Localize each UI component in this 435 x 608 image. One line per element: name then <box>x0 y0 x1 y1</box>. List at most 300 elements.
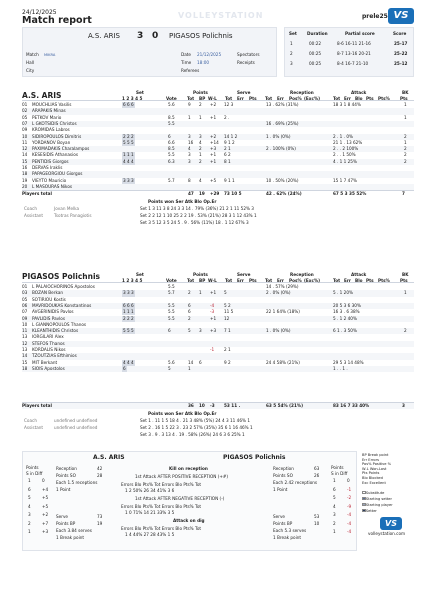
player-number: 10 <box>22 321 28 327</box>
set-row-score: 25-12 <box>394 61 408 66</box>
player-vote: 5.5 <box>168 302 175 308</box>
col-serve: Serve <box>237 272 251 277</box>
player-won-lost: -3 <box>210 309 215 315</box>
player-won-lost: +1 <box>210 158 217 164</box>
team2-total-wl: -3 <box>210 403 215 408</box>
player-points-total: 16 <box>188 139 194 145</box>
player-number: 19 <box>22 177 28 183</box>
player-number: 05 <box>22 296 28 302</box>
player-number: 20 <box>22 183 28 189</box>
col-rec-err: Err <box>277 278 284 283</box>
player-name: VIEYTO Mauricio <box>32 177 67 183</box>
col-tot: Tot <box>187 278 195 283</box>
player-set-markers: 5 5 5 <box>123 139 134 145</box>
rotation-position: 1 <box>333 478 336 483</box>
player-attack: 6 1 . 3 50% <box>333 328 357 334</box>
player-vote: 6 <box>168 133 171 139</box>
right-one-break: 1 Break point <box>273 535 302 540</box>
right-points-bp-label: Points BP <box>273 521 293 526</box>
team1-coach-label: Coach <box>24 206 38 211</box>
player-number: 13 <box>22 334 28 340</box>
rotation-diff: +3 <box>42 529 49 534</box>
player-name: BOZAN Berkan <box>32 290 64 296</box>
player-attack: 5 . 1 20% <box>333 290 353 296</box>
player-block: 2 <box>404 152 407 158</box>
player-name: IORGILARI Alex <box>32 334 64 340</box>
player-block: 2 <box>404 328 407 334</box>
col-att-blo: Blo <box>355 278 363 283</box>
team2-total-bp: 10 <box>199 403 205 408</box>
player-name: PETKOV Mario <box>32 114 62 120</box>
player-set-markers: 3 3 3 <box>123 290 134 296</box>
player-serve: 2 1 <box>224 146 231 152</box>
team1-total-att: 67 5 3 35 52% <box>333 191 367 196</box>
player-points-total: 2 <box>188 290 191 296</box>
player-number: 01 <box>22 284 28 289</box>
team2-assistant-label: Assistant <box>24 425 44 430</box>
col-rec-pos: Pos% <box>289 96 302 101</box>
left-serve-label: Serve <box>56 514 69 519</box>
team1-setsum-row: Set 1 3 11 3 8 24 3 3 14 . 79% (36%) 21 2 1 11 52% 3 <box>140 206 254 211</box>
receipts-label: Receipts <box>237 60 255 65</box>
col-vote: Vote <box>166 96 177 101</box>
team2-setsum-row: Set 2 . 16 1 5 22 3 . 23 2 57% (35%) 35 6 1 16 46% 1 <box>140 425 253 430</box>
col-set-nums: 1 2 3 4 5 <box>122 96 143 101</box>
player-reception: 10 . 50% (20%) <box>266 177 299 183</box>
right-each-reception: Each 2.42 receptions <box>273 480 318 485</box>
time-label: Time <box>181 60 192 65</box>
rotation-position: 5 <box>28 495 31 500</box>
col-wl: W-L <box>208 278 217 283</box>
player-number: 14 <box>22 152 28 158</box>
player-name: PAXIMADAKIS Charalampos <box>32 146 90 152</box>
player-break-points: 4 <box>199 139 202 145</box>
legend <box>362 453 422 536</box>
rotation-diff: -2 <box>347 495 352 500</box>
player-vote: 5.5 <box>168 152 175 158</box>
rotation-diff: +5 <box>42 503 49 509</box>
legend-abbrev: Pos% Positive % <box>362 462 392 467</box>
col-bp: BP <box>199 278 206 283</box>
col-bk: BK <box>402 272 409 277</box>
legend-abbrev: Blo Blocked <box>362 475 383 480</box>
left-each-serve: Each 3.84 serves <box>56 528 92 533</box>
player-name: L GKOTSIDIS Christos <box>32 120 77 126</box>
team2-setsum-row: Set 3 . 9 . 3 13 4 . 19 . 58% (26%) 24 6 3 6 25% 1 <box>140 432 245 437</box>
rotation-diff: -4 <box>347 520 352 526</box>
player-number: 11 <box>22 139 28 145</box>
col-att-pct: Pts% <box>378 278 390 283</box>
watermark: VOLLEYSTATION <box>178 11 264 20</box>
player-points-total: 1 <box>188 114 191 120</box>
player-reception: 16 . 69% (25%) <box>266 120 299 126</box>
player-attack: 20 5 3 6 30% <box>333 302 361 308</box>
left-reception-value: 42 <box>97 466 103 471</box>
legend-item-label: Substitute <box>365 491 385 496</box>
player-attack: 21 1 . 13 62% <box>333 139 363 145</box>
player-break-points: 3 <box>199 133 202 139</box>
player-won-lost: +14 <box>210 139 219 145</box>
dig-title: Attack on dig <box>173 518 205 523</box>
player-serve: 6 2 <box>224 152 231 158</box>
player-set-markers: 4 4 4 <box>123 359 134 365</box>
team1-total-row <box>22 191 414 197</box>
team1-total-bp: 19 <box>199 191 205 196</box>
player-points-total: 5 <box>188 328 191 334</box>
player-serve: 5 <box>224 290 227 296</box>
player-points-total: 3 <box>188 158 191 164</box>
right-each-serve: Each 5.3 serves <box>273 528 307 533</box>
date-value: 21/12/2025 <box>197 52 222 57</box>
rotation-position: 3 <box>28 512 31 517</box>
team1-setsum-header: Points won Ser Atk Blo Op.Er <box>148 199 217 204</box>
home-score: 3 <box>137 31 144 41</box>
player-serve: 5 2 <box>224 302 231 308</box>
col-serve-pts: Pts <box>249 96 257 101</box>
player-reception: 22 1 64% (18%) <box>266 309 300 315</box>
rotation-position: 6 <box>28 486 31 492</box>
team1-total-serve: 73 10 5 <box>224 191 242 196</box>
legend-abbrev: Exc Excellent <box>362 480 386 485</box>
col-serve: Serve <box>237 90 251 95</box>
player-name: MOUCHLIAS Vasilis <box>32 102 72 107</box>
player-serve: 8 1 <box>224 158 231 164</box>
left-one-break: 1 Break point <box>56 535 85 540</box>
page-title: Match report <box>22 15 92 26</box>
player-block: 2 <box>404 146 407 152</box>
player-number: 12 <box>22 146 28 152</box>
date-label: Date <box>181 52 192 57</box>
team1-total-label: Players total <box>22 191 52 196</box>
home-team-name: A.S. ARIS <box>88 32 120 40</box>
player-vote: 5.6 <box>168 102 175 107</box>
player-break-points: 2 <box>199 158 202 164</box>
right-serve-value: 53 <box>314 514 320 519</box>
dig-header: Errors Blo Pts% Tot Errors Blo Pts% Tot <box>121 526 202 531</box>
right-points-label: Points <box>331 465 344 470</box>
player-serve: 2 . <box>224 114 230 120</box>
player-name: ARAPAKIS Minas <box>32 108 66 114</box>
player-won-lost: +1 <box>210 290 217 296</box>
player-attack: 15 1 7 47% <box>333 177 357 183</box>
player-vote: 5.7 <box>168 177 175 183</box>
team1-assistant: Tsotras Panagiotis <box>54 213 92 218</box>
player-points-total: 1 <box>188 365 191 371</box>
sets-header-score: Score <box>393 31 407 36</box>
team1-setsum-row: Set 2 2 12 1 10 25 2 2 19 . 53% (21%) 28 3 1 12 43% 1 <box>140 213 257 218</box>
legend-item-label: Starting player <box>365 503 393 508</box>
player-set-markers: 2 2 2 <box>123 315 134 321</box>
left-points-so-value: 28 <box>97 473 103 478</box>
volleystation-footer-logo: VS <box>380 517 402 530</box>
player-number: 05 <box>22 114 28 120</box>
col-set: Set <box>136 90 144 95</box>
player-points-total: 6 <box>188 302 191 308</box>
player-name: STEFOS Thanos <box>32 340 65 346</box>
sets-header-set: Set <box>289 31 297 36</box>
left-points-bp-value: 19 <box>97 521 103 526</box>
spectators-label: Spectators <box>237 52 260 57</box>
col-serve-err: Err <box>237 278 244 283</box>
rotation-position: 4 <box>333 503 336 509</box>
player-name: PENTIDIS Giorgos <box>32 158 69 164</box>
rotation-diff: +4 <box>42 486 49 492</box>
summary-left-team: A.S. ARIS <box>93 454 125 461</box>
player-points-total: 9 <box>188 102 191 107</box>
player-points-total: 3 <box>188 133 191 139</box>
team1-assistant-label: Assistant <box>24 213 44 218</box>
player-vote: 5.5 <box>168 315 175 321</box>
team1-total-rec: 42 . 62% (24%) <box>266 191 302 196</box>
player-reception: 24 4 58% (21%) <box>266 359 300 365</box>
col-tot: Tot <box>187 96 195 101</box>
player-vote: 5.6 <box>168 359 175 365</box>
rotation-diff: +5 <box>42 495 49 500</box>
right-points-bp-value: 10 <box>314 521 320 526</box>
set-row-partial: 8-6 16-11 21-16 <box>337 41 371 46</box>
right-points-so-value: 26 <box>314 473 320 478</box>
player-number: 06 <box>22 302 28 308</box>
player-serve: 2 1 <box>224 347 231 352</box>
player-number: 15 <box>22 359 28 365</box>
rotation-position: 1 <box>28 478 31 483</box>
col-vote: Vote <box>166 278 177 283</box>
col-rec-err: Err <box>277 96 284 101</box>
col-wl: W-L <box>208 96 217 101</box>
player-serve: 9 1 1 <box>224 177 235 183</box>
player-break-points: 3 <box>199 328 202 334</box>
team2-total-att: 83 16 7 33 40% <box>333 403 370 408</box>
player-break-points: 2 <box>199 102 202 107</box>
first-neg-title: 1st Attack AFTER NEGATIVE RECEPTION (-) <box>135 496 225 501</box>
team2-coach: undefined undefined <box>54 418 98 423</box>
player-serve: 7 1 <box>224 328 231 334</box>
team1-coach: Jovan Melka <box>54 206 80 211</box>
player-number: 02 <box>22 108 28 114</box>
rotation-diff: -4 <box>347 529 352 534</box>
player-break-points: 1 <box>199 152 202 158</box>
player-serve: 9 1 2 <box>224 139 235 145</box>
player-number: 09 <box>22 127 28 133</box>
left-one-point: 1 Point <box>56 487 71 492</box>
player-number: 12 <box>22 340 28 346</box>
player-block: 2 <box>404 133 407 139</box>
player-attack: 18 3 1 8 44% <box>333 102 361 107</box>
set-row-score: 25-17 <box>394 41 408 46</box>
set-row-partial: 8-4 16-7 21-10 <box>337 61 369 66</box>
col-att-pts: Pts <box>366 96 374 101</box>
player-serve: 9 2 <box>224 359 231 365</box>
player-vote: 5.7 <box>168 290 175 296</box>
col-points: Points <box>193 90 208 95</box>
player-name: KORDALIS Nikos <box>32 347 66 352</box>
player-number: 03 <box>22 290 28 296</box>
left-serve-value: 73 <box>97 514 103 519</box>
player-vote: 5.5 <box>168 309 175 315</box>
rotation-diff: 0 <box>347 478 350 483</box>
match-value: MIKRA <box>44 53 56 57</box>
player-number: 11 <box>22 328 28 334</box>
match-summary-box <box>22 451 357 551</box>
team2-assistant: undefined undefined <box>54 425 98 430</box>
col-rec-exc: (Exc%) <box>304 96 321 101</box>
player-won-lost: -4 <box>210 302 215 308</box>
player-points-total: 14 <box>188 359 194 365</box>
hall-label: Hall <box>26 60 35 65</box>
col-att-blo: Blo <box>355 96 363 101</box>
player-serve: 14 1 2 <box>224 133 238 139</box>
player-name: PAPAGEORGIOU Giorgos <box>32 171 83 177</box>
team2-total-tot: 36 <box>188 403 194 408</box>
player-won-lost: +2 <box>210 102 217 107</box>
player-block: 1 <box>404 290 407 296</box>
player-vote: 5 <box>168 365 171 371</box>
first-neg-values: 1 0 71% 14 21 33% 3 5 <box>125 510 175 515</box>
player-break-points: 1 <box>199 290 202 296</box>
set-row-duration: 00:22 <box>309 41 322 46</box>
col-att-err: Err <box>344 278 351 283</box>
col-reception: Reception <box>290 90 314 95</box>
team2-total-serve: 53 11 . <box>224 403 241 408</box>
col-rec-tot: Tot <box>265 96 273 101</box>
left-points-so-label: Points SO <box>56 473 76 478</box>
team2-setsum-header: Points won Ser Atk Blo Op.Er <box>148 411 217 416</box>
player-name: KLEANTHIDIS Christos <box>32 328 79 334</box>
player-name: L PALAIOCHORINOS Apostolos <box>32 284 95 289</box>
player-name: L GIANNOPOULOS Thanos <box>32 321 87 327</box>
player-points-total: 6 <box>188 309 191 315</box>
rotation-diff: -4 <box>347 512 352 517</box>
player-attack: 29 5 3 14 48% <box>333 359 364 365</box>
player-name: SOTIRIOU Kostis <box>32 296 66 302</box>
set-row-number: 1 <box>290 41 293 46</box>
right-points-cols: S in Diff <box>331 471 348 476</box>
player-row <box>22 366 414 372</box>
rotation-position: 5 <box>333 495 336 500</box>
match-info-box <box>22 27 277 77</box>
player-break-points: 2 <box>199 146 202 152</box>
rotation-diff: -9 <box>347 503 352 509</box>
team1-name: A.S. ARIS <box>22 91 62 100</box>
player-set-markers: 1 1 1 <box>123 309 134 315</box>
rotation-position: 6 <box>333 486 336 492</box>
player-serve: 12 3 <box>224 102 234 107</box>
player-name: MAVRIDOUKAS Konstantinos <box>32 302 92 308</box>
player-set-markers: 5 5 5 <box>123 328 134 334</box>
col-bk: BK <box>402 90 409 95</box>
player-set-markers: 3 3 3 <box>123 177 134 183</box>
col-serve-tot: Tot <box>225 96 233 101</box>
player-vote: 6.6 <box>168 139 175 145</box>
rotation-diff: +7 <box>42 520 49 526</box>
right-points-so-label: Points SO <box>273 473 293 478</box>
player-serve: 11 5 <box>224 309 234 315</box>
player-set-markers: 6 6 6 <box>123 102 134 107</box>
player-break-points: 4 <box>199 177 202 183</box>
player-serve: 12 <box>224 315 230 321</box>
venue-code: prele25 <box>362 13 388 20</box>
first-pos-title: 1st Attack AFTER POSITIVE RECEPTION (+#) <box>135 474 228 479</box>
player-block: 1 <box>404 102 407 107</box>
player-reception: 2 . 0% (0%) <box>266 290 291 296</box>
rotation-diff: -1 <box>347 486 352 492</box>
player-block: 1 <box>404 114 407 120</box>
rotation-position: 1 <box>333 529 336 534</box>
first-pos-header: Errors Blo Pts% Tot Errors Blo Pts% Tot <box>121 482 202 487</box>
player-name: KESESIDIS Athanasios <box>32 152 78 158</box>
report-date: 24/12/2025 <box>22 9 57 16</box>
player-won-lost: +3 <box>210 328 217 334</box>
player-break-points: 6 <box>199 359 202 365</box>
player-vote: 8.5 <box>168 114 175 120</box>
away-team-name: PIGASOS Polichnis <box>169 32 233 40</box>
match-label: Match <box>26 52 39 57</box>
player-set-markers: 6 <box>123 365 126 371</box>
legend-abbrev: W-L Won-Lost <box>362 466 387 471</box>
col-bk-pts: Pts <box>400 96 408 101</box>
col-att-tot: Tot <box>333 96 341 101</box>
player-number: 07 <box>22 120 28 126</box>
summary-right-team: PIGASOS Polichnis <box>223 454 286 461</box>
col-set-nums: 1 2 3 4 5 <box>122 278 143 283</box>
col-rec-tot: Tot <box>265 278 273 283</box>
team2-total-bk: 3 <box>402 403 405 408</box>
right-one-point: 1 Point <box>273 487 288 492</box>
team1-setsum-row: Set 3 5 12 3 5 24 5 . 9 . 56% (11%) 18 . 1 12 67% 3 <box>140 220 249 225</box>
team2-setsum-row: Set 1 . 11 1 5 18 4 . 21 3 48% (5%) 24 4 3 11 46% 1 <box>140 418 250 423</box>
left-reception-label: Reception <box>56 466 77 471</box>
player-number: 14 <box>22 353 28 359</box>
col-serve-pts: Pts <box>249 278 257 283</box>
player-reception: 13 . 62% (31%) <box>266 102 299 107</box>
left-each-reception: Each 1.5 receptions <box>56 480 98 485</box>
rotation-position: 4 <box>28 503 31 509</box>
team2-coach-label: Coach <box>24 418 38 423</box>
dig-values: 1 4 44% 27 28 43% 1 5 <box>125 532 175 537</box>
first-pos-values: 1 2 50% 26 34 41% 3 6 <box>125 488 175 493</box>
rotation-position: 1 <box>28 529 31 534</box>
player-attack: 2 . . 2 100% <box>333 146 359 152</box>
player-won-lost: +3 <box>210 146 217 152</box>
player-name: MIT Berkant <box>32 359 58 365</box>
player-won-lost: +5 <box>210 177 217 183</box>
col-att-pts: Pts <box>366 278 374 283</box>
sets-table <box>284 27 414 77</box>
right-serve-label: Serve <box>273 514 286 519</box>
city-label: City <box>26 68 35 73</box>
player-block: 1 <box>404 139 407 145</box>
player-won-lost: -1 <box>210 347 215 352</box>
col-attack: Attack <box>351 90 367 95</box>
first-neg-header: Errors Blo Pts% Tot Errors Blo Pts% Tot <box>121 504 202 509</box>
player-vote: 8.5 <box>168 146 175 152</box>
player-won-lost: +1 <box>210 152 217 158</box>
player-number: 13 <box>22 347 28 352</box>
set-row-duration: 00:25 <box>309 51 322 56</box>
player-attack: 5 . 1 2 40% <box>333 315 357 321</box>
team2-name: PIGASOS Polichnis <box>22 272 100 281</box>
set-row-score: 25-22 <box>394 51 408 56</box>
col-bk-pts: Pts <box>400 278 408 283</box>
sets-header-duration: Duration <box>307 31 328 36</box>
player-attack: 16 3 . 6 38% <box>333 309 360 315</box>
player-set-markers: 4 4 4 <box>123 158 134 164</box>
rotation-diff: +2 <box>42 512 49 517</box>
player-vote: 5.5 <box>168 120 175 126</box>
player-vote: 6.3 <box>168 158 175 164</box>
col-bp: BP <box>199 96 206 101</box>
left-points-cols: S in Diff <box>26 471 43 476</box>
